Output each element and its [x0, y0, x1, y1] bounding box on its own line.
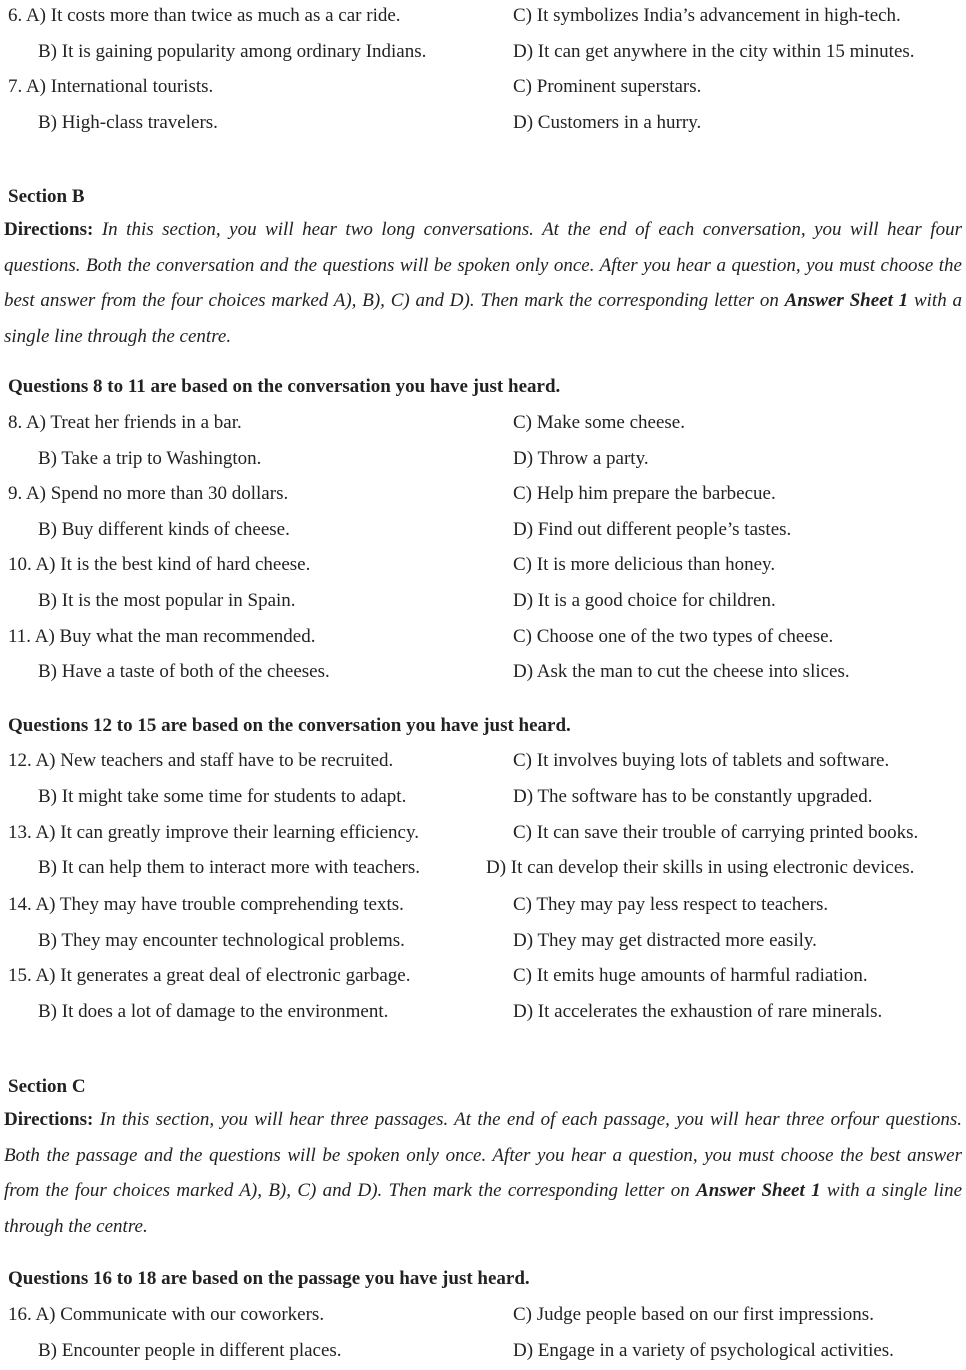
question-8-option-b: B) Take a trip to Washington. — [38, 448, 262, 469]
question-14-option-a: 14. A) They may have trouble comprehending texts. — [8, 894, 404, 915]
answer-sheet-reference: Answer Sheet 1 — [784, 290, 909, 311]
question-12-option-b: B) It might take some time for students to adapt. — [38, 786, 407, 807]
question-12-option-c: C) It involves buying lots of tablets and software. — [513, 750, 890, 771]
question-10-row-1 — [0, 549, 966, 581]
question-6-option-b: B) It is gaining popularity among ordinary Indians. — [38, 41, 427, 62]
question-9-row-1 — [0, 478, 966, 510]
question-group-12-15-heading: Questions 12 to 15 are based on the conversation you have just heard. — [8, 715, 571, 736]
question-16-row-1 — [0, 1299, 966, 1331]
question-11-option-c: C) Choose one of the two types of cheese. — [513, 626, 834, 647]
question-13-option-c: C) It can save their trouble of carrying printed books. — [513, 822, 919, 843]
question-12-option-a: 12. A) New teachers and staff have to be recruited. — [8, 750, 394, 771]
question-14-option-b: B) They may encounter technological problems. — [38, 930, 405, 951]
question-14-row-2 — [0, 925, 966, 957]
question-13-row-1 — [0, 817, 966, 849]
question-7-option-a: 7. A) International tourists. — [8, 76, 214, 97]
question-7-row-2 — [0, 107, 966, 139]
question-11-option-a: 11. A) Buy what the man recommended. — [8, 626, 316, 647]
answer-sheet-reference: Answer Sheet 1 — [696, 1180, 821, 1201]
question-6-option-a: 6. A) It costs more than twice as much as a car ride. — [8, 5, 401, 26]
section-b-directions: Directions: In this section, you will hear two long conversations. At the end of each conversation, you will hear four questions. Both the conversation and the questions will be spoken only once. After you hear a question, you must choose the best answer from the four choices marked A), B), C) and D). Then mark the corresponding letter on Answer Sheet 1 with a single line through the centre. — [4, 219, 963, 347]
question-8-option-d: D) Throw a party. — [513, 448, 649, 469]
question-15-option-d: D) It accelerates the exhaustion of rare minerals. — [513, 1001, 883, 1022]
question-group-8-11-heading: Questions 8 to 11 are based on the conversation you have just heard. — [8, 376, 561, 397]
question-16-option-a: 16. A) Communicate with our coworkers. — [8, 1304, 325, 1325]
question-8-row-1 — [0, 407, 966, 439]
question-7-option-d: D) Customers in a hurry. — [513, 112, 702, 133]
question-group-16-18-heading: Questions 16 to 18 are based on the passage you have just heard. — [8, 1268, 530, 1289]
question-11-row-2 — [0, 656, 966, 688]
question-14-option-d: D) They may get distracted more easily. — [513, 930, 817, 951]
question-13-row-2 — [0, 852, 966, 884]
question-6-option-d: D) It can get anywhere in the city within 15 minutes. — [513, 41, 915, 62]
section-b-directions-label: Directions: — [4, 219, 94, 240]
question-6-option-c: C) It symbolizes India’s advancement in high-tech. — [513, 5, 901, 26]
question-8-row-2 — [0, 443, 966, 475]
question-9-option-b: B) Buy different kinds of cheese. — [38, 519, 290, 540]
question-10-option-b: B) It is the most popular in Spain. — [38, 590, 296, 611]
section-c-title: Section C — [8, 1076, 86, 1097]
question-16-option-b: B) Encounter people in different places. — [38, 1340, 342, 1361]
question-7-option-b: B) High-class travelers. — [38, 112, 218, 133]
question-8-option-a: 8. A) Treat her friends in a bar. — [8, 412, 242, 433]
question-9-option-c: C) Help him prepare the barbecue. — [513, 483, 776, 504]
question-6-row-2 — [0, 36, 966, 68]
question-15-option-b: B) It does a lot of damage to the environment. — [38, 1001, 389, 1022]
question-7-row-1 — [0, 71, 966, 103]
question-10-option-c: C) It is more delicious than honey. — [513, 554, 776, 575]
question-9-row-2 — [0, 514, 966, 546]
question-8-option-c: C) Make some cheese. — [513, 412, 685, 433]
question-13-option-d: D) It can develop their skills in using electronic devices. — [486, 857, 915, 878]
question-13-option-a: 13. A) It can greatly improve their learning efficiency. — [8, 822, 419, 843]
question-12-row-1 — [0, 745, 966, 777]
question-12-row-2 — [0, 781, 966, 813]
question-16-option-d: D) Engage in a variety of psychological activities. — [513, 1340, 894, 1361]
section-b-title: Section B — [8, 186, 85, 207]
question-15-option-a: 15. A) It generates a great deal of electronic garbage. — [8, 965, 411, 986]
question-14-row-1 — [0, 889, 966, 921]
section-c-directions-label: Directions: — [4, 1109, 94, 1130]
question-6-row-1 — [0, 0, 966, 32]
question-11-option-d: D) Ask the man to cut the cheese into slices. — [513, 661, 850, 682]
section-c-directions: Directions: In this section, you will hear three passages. At the end of each passage, you will hear three orfour questions. Both the passage and the questions will be spoken only once. After you hear a question, you must choose the best answer from the four choices marked A), B), C) and D). Then mark the corresponding letter on Answer Sheet 1 with a single line through the centre. — [4, 1109, 963, 1237]
question-7-option-c: C) Prominent superstars. — [513, 76, 702, 97]
question-16-option-c: C) Judge people based on our first impressions. — [513, 1304, 874, 1325]
question-15-row-1 — [0, 960, 966, 992]
question-9-option-d: D) Find out different people’s tastes. — [513, 519, 792, 540]
question-9-option-a: 9. A) Spend no more than 30 dollars. — [8, 483, 289, 504]
question-14-option-c: C) They may pay less respect to teachers. — [513, 894, 829, 915]
question-10-option-a: 10. A) It is the best kind of hard cheese. — [8, 554, 311, 575]
question-11-option-b: B) Have a taste of both of the cheeses. — [38, 661, 330, 682]
question-15-option-c: C) It emits huge amounts of harmful radiation. — [513, 965, 868, 986]
question-15-row-2 — [0, 996, 966, 1028]
question-11-row-1 — [0, 621, 966, 653]
question-12-option-d: D) The software has to be constantly upgraded. — [513, 786, 873, 807]
question-13-option-b: B) It can help them to interact more with teachers. — [38, 857, 420, 878]
question-10-row-2 — [0, 585, 966, 617]
question-16-row-2 — [0, 1335, 966, 1367]
question-10-option-d: D) It is a good choice for children. — [513, 590, 776, 611]
